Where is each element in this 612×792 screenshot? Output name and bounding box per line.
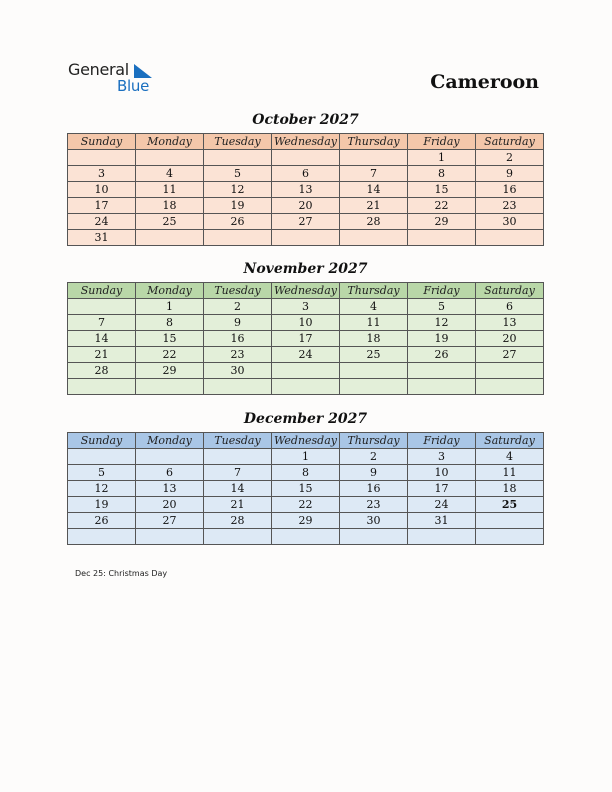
weekday-saturday: Saturday [476, 283, 544, 299]
weekday-friday: Friday [408, 433, 476, 449]
day-cell: 15 [272, 481, 340, 497]
day-cell: 9 [476, 166, 544, 182]
day-cell: 14 [204, 481, 272, 497]
calendar-november [67, 282, 544, 395]
weekday-wednesday: Wednesday [272, 134, 340, 150]
day-cell: 26 [204, 214, 272, 230]
day-cell: 16 [340, 481, 408, 497]
empty-day-cell [408, 230, 476, 246]
month-title-october: October 2027 [252, 112, 359, 128]
day-cell: 30 [204, 363, 272, 379]
weekday-thursday: Thursday [340, 283, 408, 299]
week-row [68, 230, 544, 246]
week-row [68, 379, 544, 395]
day-cell: 23 [476, 198, 544, 214]
empty-day-cell [476, 230, 544, 246]
weekday-friday: Friday [408, 283, 476, 299]
empty-day-cell [476, 363, 544, 379]
empty-day-cell [68, 379, 136, 395]
weekday-sunday: Sunday [68, 433, 136, 449]
empty-day-cell [476, 513, 544, 529]
day-cell: 1 [136, 299, 204, 315]
day-cell: 14 [68, 331, 136, 347]
day-cell: 20 [476, 331, 544, 347]
day-cell: 14 [340, 182, 408, 198]
calendar-october [67, 133, 544, 246]
day-cell: 26 [408, 347, 476, 363]
week-row [68, 198, 544, 214]
weekday-header-row [68, 283, 544, 299]
empty-day-cell [68, 299, 136, 315]
day-cell: 7 [340, 166, 408, 182]
day-cell: 28 [68, 363, 136, 379]
day-cell: 4 [340, 299, 408, 315]
day-cell: 10 [408, 465, 476, 481]
empty-day-cell [68, 529, 136, 545]
empty-day-cell [204, 449, 272, 465]
day-cell: 21 [340, 198, 408, 214]
calendar-december [67, 432, 544, 545]
day-cell: 25 [340, 347, 408, 363]
day-cell: 23 [340, 497, 408, 513]
week-row [68, 214, 544, 230]
country-title: Cameroon [430, 71, 539, 93]
empty-day-cell [340, 379, 408, 395]
day-cell: 27 [476, 347, 544, 363]
day-cell: 3 [408, 449, 476, 465]
weekday-saturday: Saturday [476, 134, 544, 150]
day-cell: 19 [204, 198, 272, 214]
weekday-sunday: Sunday [68, 134, 136, 150]
day-cell: 20 [136, 497, 204, 513]
month-title-december: December 2027 [243, 411, 368, 427]
logo-text-blue: Blue [117, 77, 149, 95]
day-cell: 2 [476, 150, 544, 166]
day-cell: 11 [476, 465, 544, 481]
weekday-friday: Friday [408, 134, 476, 150]
day-cell: 17 [272, 331, 340, 347]
generalblue-logo [68, 60, 168, 96]
day-cell: 30 [340, 513, 408, 529]
day-cell: 22 [408, 198, 476, 214]
week-row [68, 347, 544, 363]
day-cell: 12 [204, 182, 272, 198]
empty-day-cell [476, 529, 544, 545]
day-cell: 11 [340, 315, 408, 331]
week-row [68, 166, 544, 182]
day-cell: 30 [476, 214, 544, 230]
day-cell: 13 [476, 315, 544, 331]
day-cell: 8 [408, 166, 476, 182]
empty-day-cell [204, 230, 272, 246]
day-cell: 29 [136, 363, 204, 379]
day-cell: 11 [136, 182, 204, 198]
day-cell: 28 [204, 513, 272, 529]
week-row [68, 331, 544, 347]
day-cell: 22 [272, 497, 340, 513]
weekday-header-row [68, 134, 544, 150]
empty-day-cell [408, 379, 476, 395]
day-cell: 26 [68, 513, 136, 529]
day-cell: 3 [68, 166, 136, 182]
day-cell: 10 [272, 315, 340, 331]
day-cell: 20 [272, 198, 340, 214]
week-row [68, 529, 544, 545]
day-cell: 29 [272, 513, 340, 529]
empty-day-cell [136, 230, 204, 246]
weekday-saturday: Saturday [476, 433, 544, 449]
empty-day-cell [272, 363, 340, 379]
day-cell: 4 [476, 449, 544, 465]
week-row [68, 481, 544, 497]
day-cell: 13 [272, 182, 340, 198]
empty-day-cell [136, 150, 204, 166]
day-cell: 12 [408, 315, 476, 331]
weekday-thursday: Thursday [340, 433, 408, 449]
empty-day-cell [204, 529, 272, 545]
day-cell: 31 [68, 230, 136, 246]
empty-day-cell [204, 150, 272, 166]
day-cell: 27 [136, 513, 204, 529]
day-cell: 21 [204, 497, 272, 513]
day-cell: 5 [408, 299, 476, 315]
day-cell: 2 [204, 299, 272, 315]
day-cell: 10 [68, 182, 136, 198]
day-cell: 16 [204, 331, 272, 347]
week-row [68, 363, 544, 379]
day-cell: 15 [408, 182, 476, 198]
weekday-monday: Monday [136, 134, 204, 150]
day-cell: 16 [476, 182, 544, 198]
weekday-thursday: Thursday [340, 134, 408, 150]
week-row [68, 150, 544, 166]
day-cell: 17 [408, 481, 476, 497]
day-cell: 23 [204, 347, 272, 363]
empty-day-cell [340, 363, 408, 379]
day-cell: 18 [340, 331, 408, 347]
day-cell: 31 [408, 513, 476, 529]
week-row [68, 449, 544, 465]
day-cell: 5 [204, 166, 272, 182]
logo-triangle-icon [134, 64, 152, 78]
day-cell: 19 [408, 331, 476, 347]
day-cell: 8 [272, 465, 340, 481]
day-cell: 19 [68, 497, 136, 513]
holiday-day-cell: 25 [476, 497, 544, 513]
day-cell: 24 [272, 347, 340, 363]
week-row [68, 513, 544, 529]
day-cell: 3 [272, 299, 340, 315]
empty-day-cell [204, 379, 272, 395]
weekday-tuesday: Tuesday [204, 433, 272, 449]
empty-day-cell [136, 379, 204, 395]
day-cell: 6 [272, 166, 340, 182]
empty-day-cell [272, 529, 340, 545]
day-cell: 12 [68, 481, 136, 497]
month-title-november: November 2027 [243, 261, 368, 277]
week-row [68, 182, 544, 198]
day-cell: 2 [340, 449, 408, 465]
weekday-sunday: Sunday [68, 283, 136, 299]
day-cell: 6 [136, 465, 204, 481]
day-cell: 15 [136, 331, 204, 347]
weekday-monday: Monday [136, 433, 204, 449]
day-cell: 13 [136, 481, 204, 497]
day-cell: 5 [68, 465, 136, 481]
day-cell: 18 [136, 198, 204, 214]
empty-day-cell [68, 449, 136, 465]
day-cell: 27 [272, 214, 340, 230]
day-cell: 7 [204, 465, 272, 481]
holiday-note: Dec 25: Christmas Day [75, 569, 168, 578]
day-cell: 9 [204, 315, 272, 331]
empty-day-cell [272, 230, 340, 246]
day-cell: 6 [476, 299, 544, 315]
empty-day-cell [340, 230, 408, 246]
day-cell: 8 [136, 315, 204, 331]
empty-day-cell [272, 150, 340, 166]
weekday-header-row [68, 433, 544, 449]
day-cell: 21 [68, 347, 136, 363]
empty-day-cell [136, 529, 204, 545]
empty-day-cell [476, 379, 544, 395]
weekday-tuesday: Tuesday [204, 283, 272, 299]
day-cell: 24 [68, 214, 136, 230]
empty-day-cell [340, 529, 408, 545]
week-row [68, 465, 544, 481]
weekday-tuesday: Tuesday [204, 134, 272, 150]
day-cell: 18 [476, 481, 544, 497]
week-row [68, 299, 544, 315]
day-cell: 29 [408, 214, 476, 230]
day-cell: 7 [68, 315, 136, 331]
logo-text-general: General [68, 60, 129, 79]
weekday-wednesday: Wednesday [272, 283, 340, 299]
empty-day-cell [340, 150, 408, 166]
week-row [68, 315, 544, 331]
week-row [68, 497, 544, 513]
empty-day-cell [68, 150, 136, 166]
weekday-wednesday: Wednesday [272, 433, 340, 449]
empty-day-cell [136, 449, 204, 465]
day-cell: 22 [136, 347, 204, 363]
day-cell: 9 [340, 465, 408, 481]
empty-day-cell [272, 379, 340, 395]
empty-day-cell [408, 363, 476, 379]
day-cell: 17 [68, 198, 136, 214]
empty-day-cell [408, 529, 476, 545]
day-cell: 1 [408, 150, 476, 166]
day-cell: 28 [340, 214, 408, 230]
day-cell: 24 [408, 497, 476, 513]
day-cell: 25 [136, 214, 204, 230]
day-cell: 4 [136, 166, 204, 182]
day-cell: 1 [272, 449, 340, 465]
weekday-monday: Monday [136, 283, 204, 299]
